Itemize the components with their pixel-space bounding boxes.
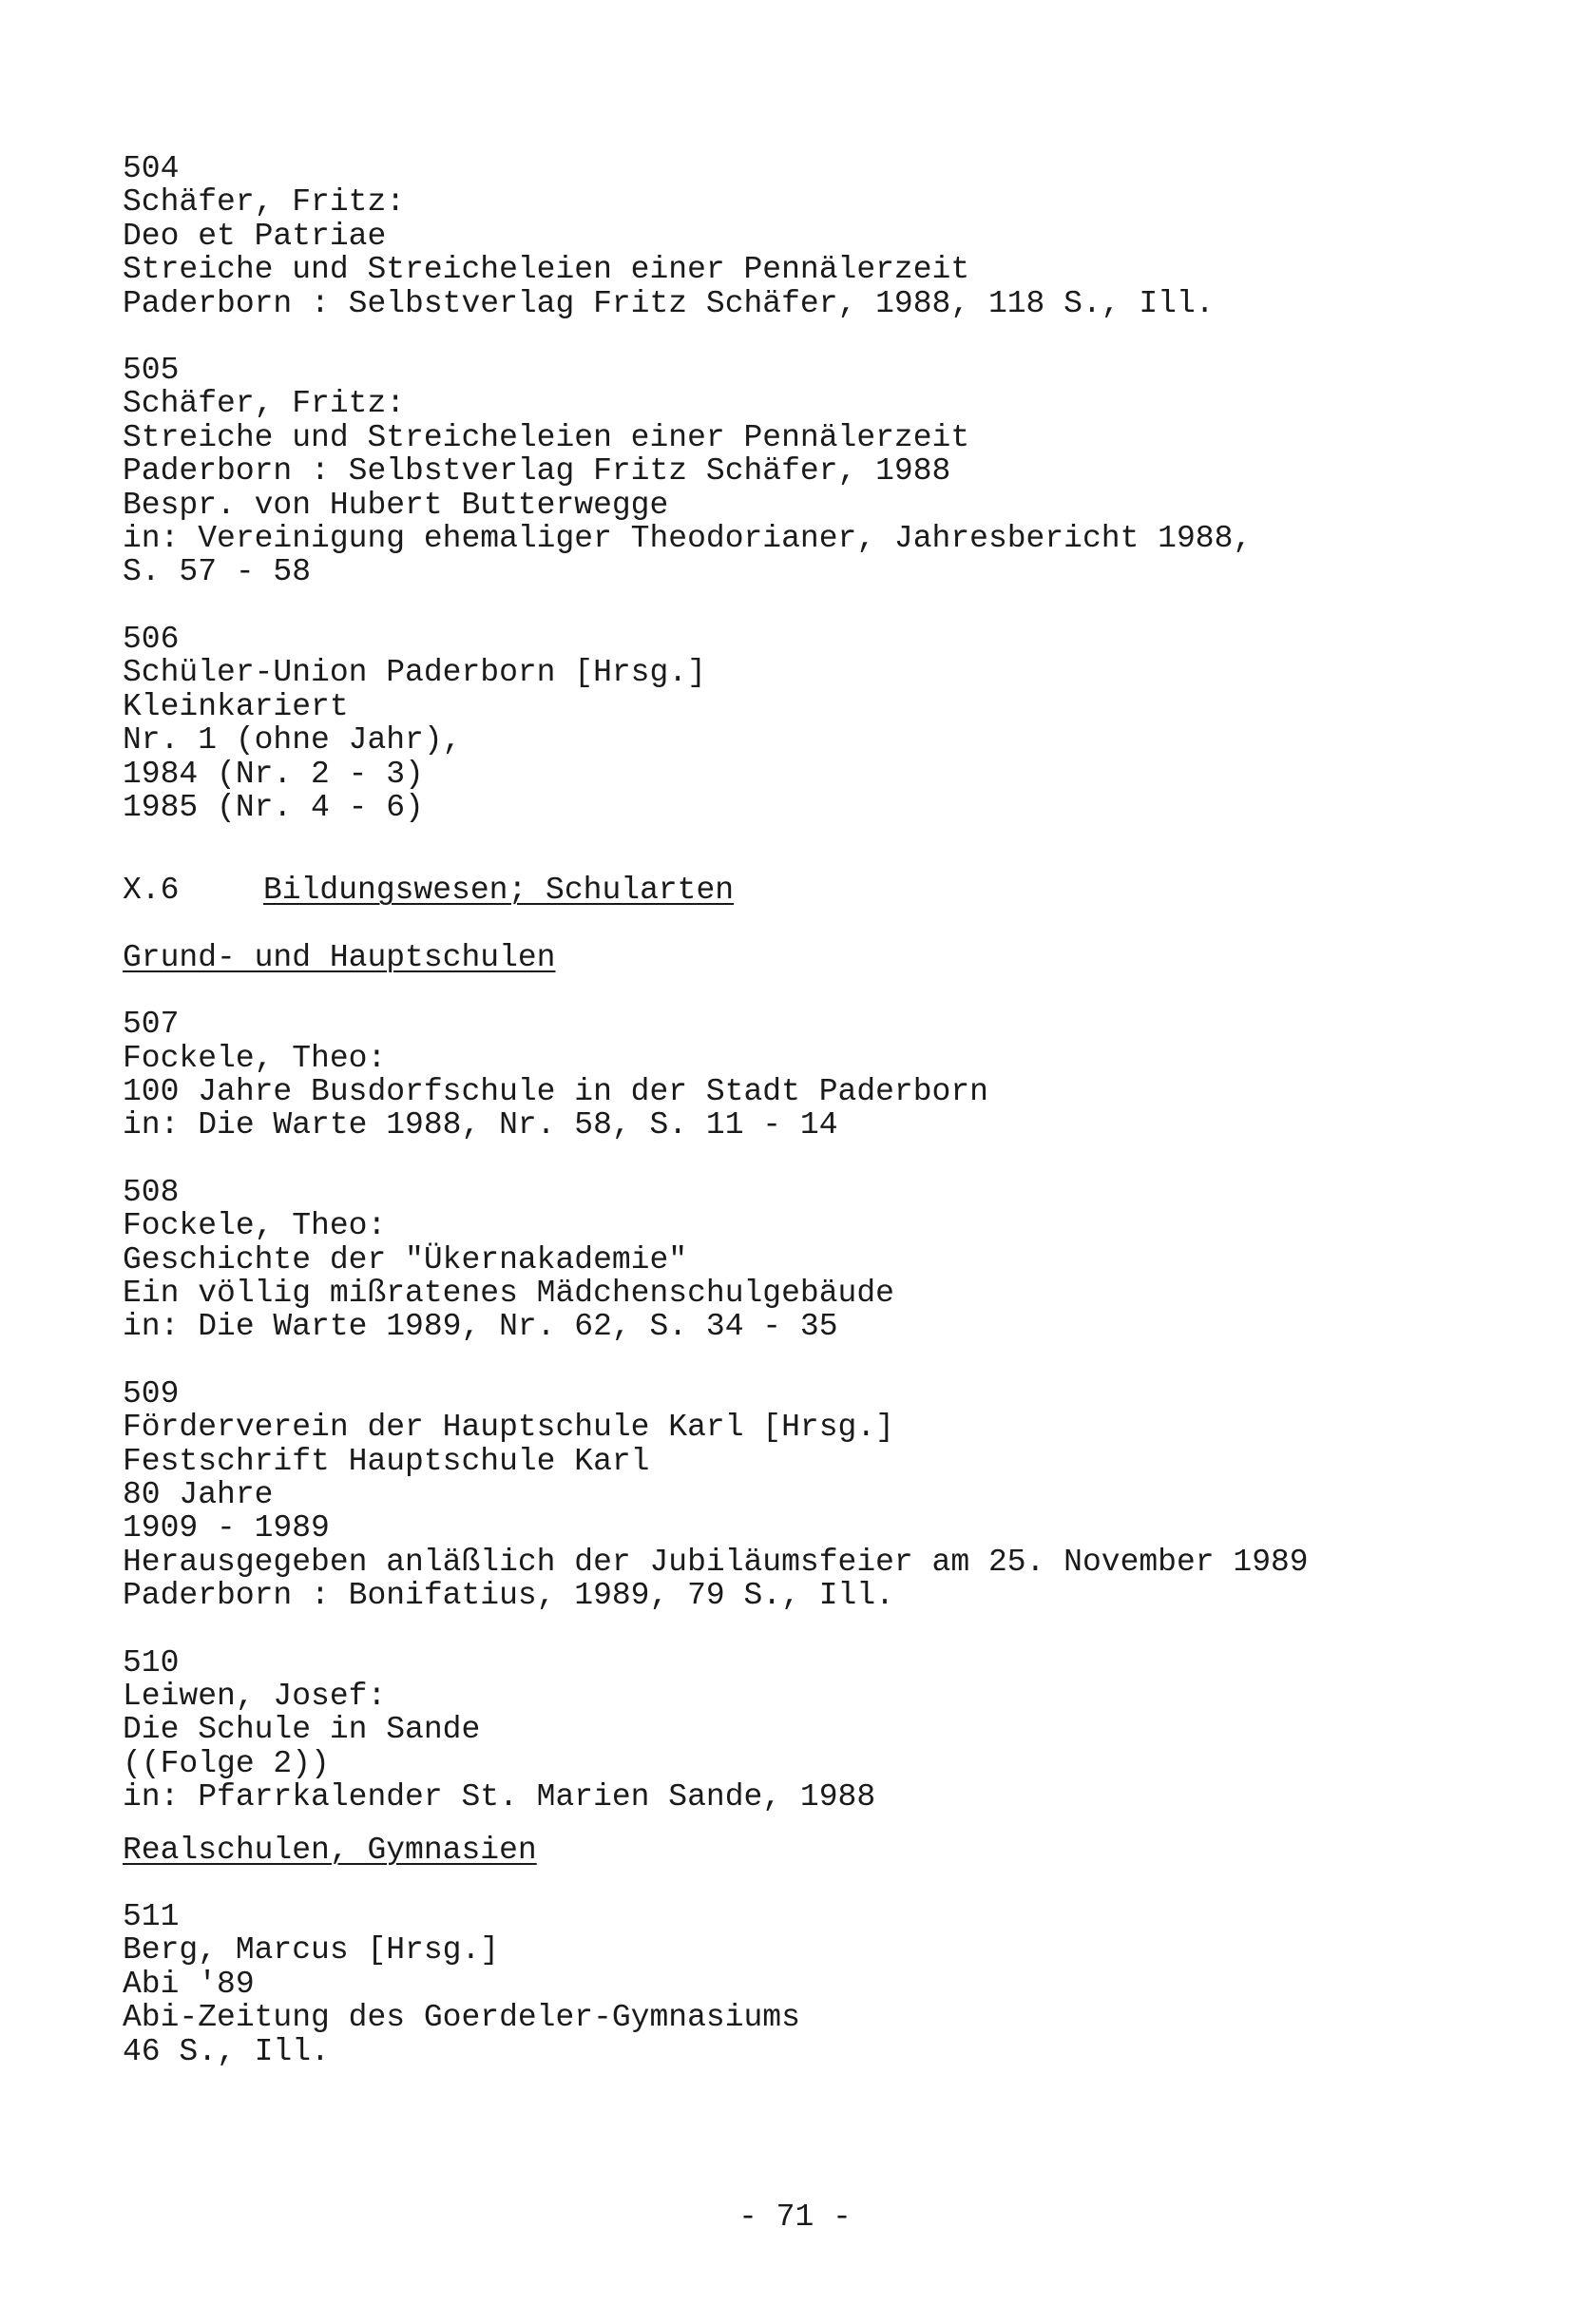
entry-title: Kleinkariert: [123, 688, 349, 724]
entry-author: Fockele, Theo:: [123, 1208, 387, 1244]
entry-source: in: Vereinigung ehemaliger Theodorianer, Jahresbericht 1988,: [123, 521, 1253, 557]
entry-509: [123, 1377, 1529, 1613]
entry-506: [123, 623, 1529, 824]
page-number: - 71 -: [738, 2199, 852, 2235]
entry-number: 505: [123, 353, 180, 389]
entry-subtitle: Ein völlig mißratenes Mädchenschulgebäude: [123, 1275, 894, 1311]
entry-group-a: [123, 152, 1529, 824]
entry-subtitle: 80 Jahre: [123, 1477, 274, 1512]
section-heading: [123, 874, 1529, 907]
entry-publication: Paderborn : Bonifatius, 1989, 79 S., Ill.: [123, 1578, 894, 1614]
entry-505: [123, 354, 1529, 589]
subsection-heading-grund-hauptschulen: Grund- und Hauptschulen: [123, 939, 556, 975]
entry-510: [123, 1646, 1529, 1815]
entry-note: Herausgegeben anläßlich der Jubiläumsfeier am 25. November 1989: [123, 1544, 1309, 1580]
entry-title: Festschrift Hauptschule Karl: [123, 1443, 650, 1479]
entry-group-c: [123, 1900, 1529, 2068]
entry-number: 504: [123, 151, 180, 186]
entry-number: 509: [123, 1375, 180, 1412]
entry-subtitle: Streiche und Streicheleien einer Pennälerzeit: [123, 252, 970, 288]
entry-author: Schüler-Union Paderborn [Hrsg.]: [123, 655, 706, 691]
entry-number: 510: [123, 1644, 180, 1681]
entry-504: [123, 152, 1529, 320]
entry-publication: Paderborn : Selbstverlag Fritz Schäfer, 1988: [123, 453, 951, 490]
entry-subtitle: Abi-Zeitung des Goerdeler-Gymnasiums: [123, 2000, 800, 2036]
entry-author: Leiwen, Josef:: [123, 1679, 387, 1715]
entry-author: Schäfer, Fritz:: [123, 386, 406, 422]
entry-series: ((Folge 2)): [123, 1745, 330, 1781]
section-number: X.6: [123, 873, 180, 909]
entry-number: 511: [123, 1899, 180, 1935]
entry-number: 508: [123, 1174, 180, 1210]
entry-507: [123, 1008, 1529, 1143]
entry-511: [123, 1900, 1529, 2068]
subsection-heading-realschulen-gymnasien: Realschulen, Gymnasien: [123, 1832, 537, 1868]
entry-review: Bespr. von Hubert Butterwegge: [123, 487, 669, 523]
entry-author: Schäfer, Fritz:: [123, 184, 406, 221]
entry-author: Fockele, Theo:: [123, 1040, 387, 1076]
entry-author: Förderverein der Hauptschule Karl [Hrsg.]: [123, 1410, 894, 1446]
entry-pages: S. 57 - 58: [123, 554, 312, 590]
entry-issue: Nr. 1 (ohne Jahr),: [123, 722, 462, 759]
entry-publication: Paderborn : Selbstverlag Fritz Schäfer, 1988, 118 S., Ill.: [123, 285, 1215, 321]
entry-years: 1909 - 1989: [123, 1510, 330, 1546]
entry-title: 100 Jahre Busdorfschule in der Stadt Paderborn: [123, 1073, 988, 1109]
entry-source: in: Die Warte 1988, Nr. 58, S. 11 - 14: [123, 1107, 838, 1143]
entry-extent: 46 S., Ill.: [123, 2033, 330, 2069]
entry-title: Die Schule in Sande: [123, 1712, 481, 1748]
entry-508: [123, 1176, 1529, 1344]
entry-group-b: [123, 1008, 1529, 1815]
entry-source: in: Die Warte 1989, Nr. 62, S. 34 - 35: [123, 1309, 838, 1345]
entry-issue: 1985 (Nr. 4 - 6): [123, 789, 424, 825]
entry-title: Deo et Patriae: [123, 218, 387, 254]
section-title: Bildungswesen; Schularten: [263, 873, 735, 909]
entry-issue: 1984 (Nr. 2 - 3): [123, 756, 424, 792]
entry-source: in: Pfarrkalender St. Marien Sande, 1988: [123, 1779, 876, 1815]
entry-number: 507: [123, 1007, 180, 1043]
bibliography-content: [123, 152, 1529, 2102]
entry-title: Geschichte der "Ükernakademie": [123, 1241, 688, 1277]
entry-title: Streiche und Streicheleien einer Pennälerzeit: [123, 419, 970, 455]
entry-number: 506: [123, 621, 180, 657]
entry-author: Berg, Marcus [Hrsg.]: [123, 1932, 500, 1969]
entry-title: Abi '89: [123, 1966, 255, 2002]
